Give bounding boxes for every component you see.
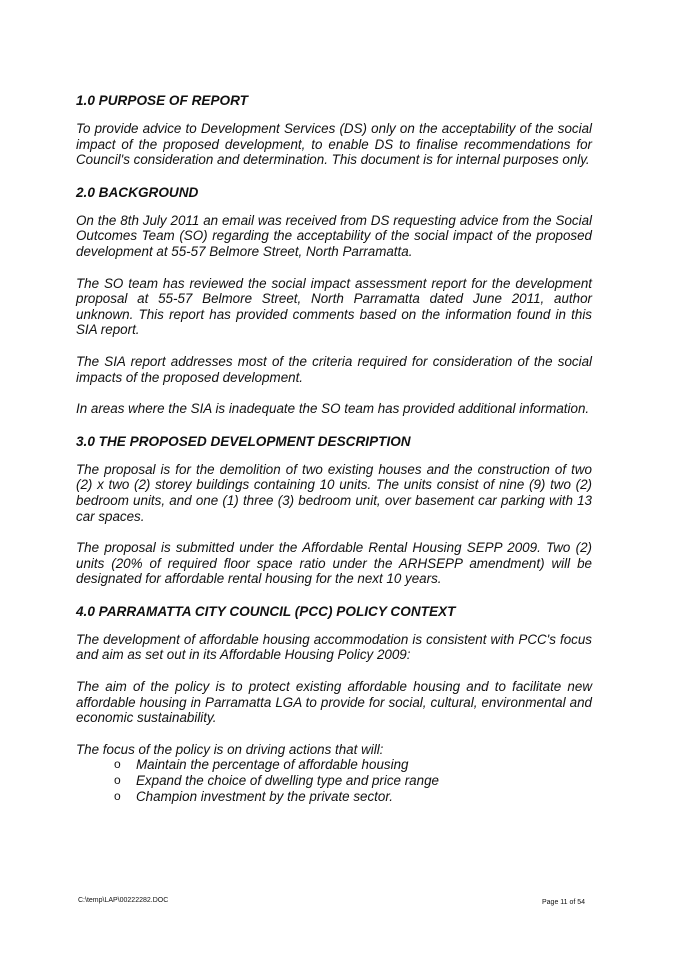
section-heading-development: 3.0 THE PROPOSED DEVELOPMENT DESCRIPTION — [76, 433, 411, 449]
footer-file-path: C:\temp\LAP\00222282.DOC — [78, 897, 169, 904]
list-item: o Maintain the percentage of affordable housing — [114, 757, 409, 773]
paragraph-development-1: The proposal is for the demolition of two existing houses and the construction of two (2) x two (2) storey buildings containing 10 units. The units consist of nine (9) two (2) bedroom units, and one (1) three (3) bedroom unit, over basement car parking with 13 car spaces. — [76, 461, 592, 524]
paragraph-development-2: The proposal is submitted under the Affordable Rental Housing SEPP 2009. Two (2) units (20% of required floor space ratio under the ARHSEPP amendment) will be designated for affordable rental housing for the next 10 years. — [76, 540, 592, 587]
footer-page-number: Page 11 of 54 — [542, 899, 586, 906]
list-item: o Champion investment by the private sector. — [114, 788, 394, 804]
section-heading-policy: 4.0 PARRAMATTA CITY COUNCIL (PCC) POLICY CONTEXT — [76, 603, 456, 619]
paragraph-background-2: The SO team has reviewed the social impact assessment report for the development proposal at 55-57 Belmore Street, North Parramatta dated June 2011, author unknown. This report has provided comments based on the information found in this SIA report. — [76, 275, 592, 338]
bullet-icon: o — [114, 773, 121, 788]
bullet-icon: o — [114, 788, 121, 803]
paragraph-policy-1: The development of affordable housing accommodation is consistent with PCC's focus and aim as set out in its Affordable Housing Policy 2009: — [76, 631, 592, 663]
paragraph-policy-2: The aim of the policy is to protect existing affordable housing and to facilitate new affordable housing in Parramatta LGA to provide for social, cultural, environmental and economic sustainability. — [76, 679, 592, 726]
paragraph-policy-3: The focus of the policy is on driving actions that will: — [76, 741, 384, 757]
paragraph-background-3: The SIA report addresses most of the criteria required for consideration of the social impacts of the proposed development. — [76, 353, 592, 385]
policy-actions-list — [76, 757, 592, 804]
bullet-icon: o — [114, 757, 121, 772]
section-heading-purpose: 1.0 PURPOSE OF REPORT — [76, 93, 248, 108]
paragraph-background-1: On the 8th July 2011 an email was received from DS requesting advice from the Social Outcomes Team (SO) regarding the acceptability of the social impact of the proposed development at 55-57 Belmore Street, North Parramatta. — [76, 212, 592, 259]
report-body — [76, 92, 592, 804]
paragraph-background-4: In areas where the SIA is inadequate the SO team has provided additional information. — [76, 401, 590, 417]
paragraph-purpose: To provide advice to Development Services (DS) only on the acceptability of the social impact of the proposed development, to enable DS to finalise recommendations for Council's consideration and determination. This document is for internal purposes only. — [76, 121, 592, 168]
section-heading-background: 2.0 BACKGROUND — [76, 184, 199, 200]
list-item: o Expand the choice of dwelling type and price range — [114, 773, 439, 789]
